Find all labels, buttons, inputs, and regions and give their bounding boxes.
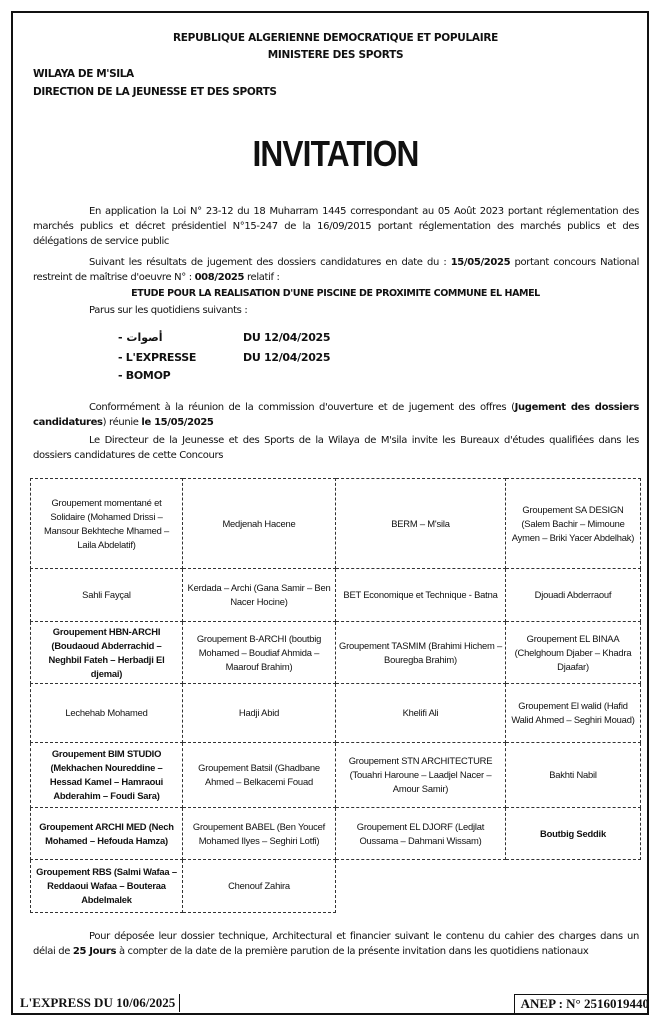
table-cell: Medjenah Hacene xyxy=(183,479,336,569)
republic-heading: REPUBLIQUE ALGERIENNE DEMOCRATIQUE ET POPULAIRE xyxy=(173,32,498,44)
table-row xyxy=(31,684,641,743)
deadline-paragraph xyxy=(33,929,639,959)
table-cell: BET Economique et Technique - Batna xyxy=(336,569,506,622)
project-title: ETUDE POUR LA REALISATION D'UNE PISCINE DE PROXIMITE COMMUNE EL HAMEL xyxy=(131,288,540,299)
table-cell: Sahli Fayçal xyxy=(31,569,183,622)
table-cell: Groupement EL BINAA (Chelghoum Djaber – Khadra Djaafar) xyxy=(506,622,641,684)
table-row xyxy=(31,860,641,913)
commission-date: le 15/05/2025 xyxy=(141,417,214,428)
table-cell: BERM – M'sila xyxy=(336,479,506,569)
paper-name: - L'EXPRESSE xyxy=(118,351,197,364)
table-cell: Boutbig Seddik xyxy=(506,808,641,860)
legal-basis-paragraph: En application la Loi N° 23-12 du 18 Muharram 1445 correspondant au 05 Août 2023 portant réglementation des marchés publics et décret présidentiel N°15-247 de la 16/09/2015 portant réglementation des marchés publics et des délégations de service public xyxy=(33,206,639,247)
direction-label: DIRECTION DE LA JEUNESSE ET DES SPORTS xyxy=(33,86,277,98)
text: Pour déposée leur dossier technique, Architectural et financier suivant le contenu du cahier des charges dans un délai de xyxy=(33,931,639,957)
table-row xyxy=(31,808,641,860)
text: portant concours National restreint de maîtrise d'oeuvre N° : xyxy=(33,257,639,283)
text: à compter de la date de la première parution de la présente invitation dans les quotidiens nationaux xyxy=(116,946,589,957)
anep-number: ANEP : N° 2516019440 xyxy=(514,994,649,1013)
table-cell: Groupement TASMIM (Brahimi Hichem – Bouregba Brahim) xyxy=(336,622,506,684)
table-cell: Bakhti Nabil xyxy=(506,743,641,808)
table-cell: Khelifi Ali xyxy=(336,684,506,743)
table-cell: Groupement B-ARCHI (boutbig Mohamed – Boudiaf Ahmida – Maarouf Brahim) xyxy=(183,622,336,684)
commission-paragraph xyxy=(33,400,639,430)
table-cell: Groupement El walid (Hafid Walid Ahmed – Seghiri Mouad) xyxy=(506,684,641,743)
table-cell: Groupement STN ARCHITECTURE (Touahri Haroune – Laadjel Nacer – Amour Samir) xyxy=(336,743,506,808)
table-cell: Groupement EL DJORF (Ledjlat Oussama – Dahmani Wissam) xyxy=(336,808,506,860)
table-cell: Groupement momentané et Solidaire (Mohamed Drissi – Mansour Bekhteche Mhamed – Laila Abdelatif) xyxy=(31,479,183,569)
text-bold: Jugement des dossiers candidatures xyxy=(33,402,639,428)
text: ) réunie xyxy=(102,417,142,428)
wilaya-label: WILAYA DE M'SILA xyxy=(33,68,134,80)
results-paragraph xyxy=(33,255,639,285)
table-cell: Groupement HBN-ARCHI (Boudaoud Abderrachid – Neghbil Fateh – Herbadji El djemai) xyxy=(31,622,183,684)
results-date: 15/05/2025 xyxy=(450,257,511,268)
table-cell: Kerdada – Archi (Gana Samir – Ben Nacer Hocine) xyxy=(183,569,336,622)
table-cell: Groupement RBS (Salmi Wafaa – Reddaoui Wafaa – Bouteraa Abdelmalek xyxy=(31,860,183,913)
table-cell: Groupement Batsil (Ghadbane Ahmed – Belkacemi Fouad xyxy=(183,743,336,808)
table-cell: Chenouf Zahira xyxy=(183,860,336,913)
ministry-heading: MINISTERE DES SPORTS xyxy=(267,49,404,61)
candidates-table xyxy=(30,478,641,913)
table-row xyxy=(31,622,641,684)
text: Suivant les résultats de jugement des dossiers candidatures en date du : xyxy=(89,257,451,268)
table-cell: Groupement BIM STUDIO (Mekhachen Noureddine – Hessad Kamel – Hamraoui Abderahim – Foudi Sara) xyxy=(31,743,183,808)
table-row xyxy=(31,479,641,569)
table-cell: Groupement BABEL (Ben Youcef Mohamed Ilyes – Seghiri Lotfi) xyxy=(183,808,336,860)
table-cell: Groupement SA DESIGN (Salem Bachir – Mimoune Aymen – Briki Yacer Abdelhak) xyxy=(506,479,641,569)
papers-intro: Parus sur les quotidiens suivants : xyxy=(89,305,248,316)
table-row xyxy=(31,743,641,808)
contest-number: 008/2025 xyxy=(194,272,245,283)
table-cell-empty xyxy=(506,860,641,913)
paper-date: DU 12/04/2025 xyxy=(243,351,331,364)
table-cell-empty xyxy=(336,860,506,913)
paper-name: - أصوات xyxy=(118,331,163,344)
page-title: INVITATION xyxy=(252,133,419,174)
paper-date: DU 12/04/2025 xyxy=(243,331,331,344)
deadline-days: 25 Jours xyxy=(72,946,117,957)
text: relatif : xyxy=(244,272,280,283)
table-cell: Djouadi Abderraouf xyxy=(506,569,641,622)
publication-label: L'EXPRESS DU 10/06/2025 xyxy=(20,994,180,1012)
table-row xyxy=(31,569,641,622)
paper-name: - BOMOP xyxy=(118,369,171,382)
text: Conformément à la réunion de la commission d'ouverture et de jugement des offres ( xyxy=(89,402,515,413)
table-cell: Lechehab Mohamed xyxy=(31,684,183,743)
table-cell: Hadji Abid xyxy=(183,684,336,743)
table-cell: Groupement ARCHI MED (Nech Mohamed – Hefouda Hamza) xyxy=(31,808,183,860)
invitation-paragraph: Le Directeur de la Jeunesse et des Sports de la Wilaya de M'sila invite les Bureaux d'études qualifiées dans les dossiers candidatures de cette Concours xyxy=(33,435,639,461)
